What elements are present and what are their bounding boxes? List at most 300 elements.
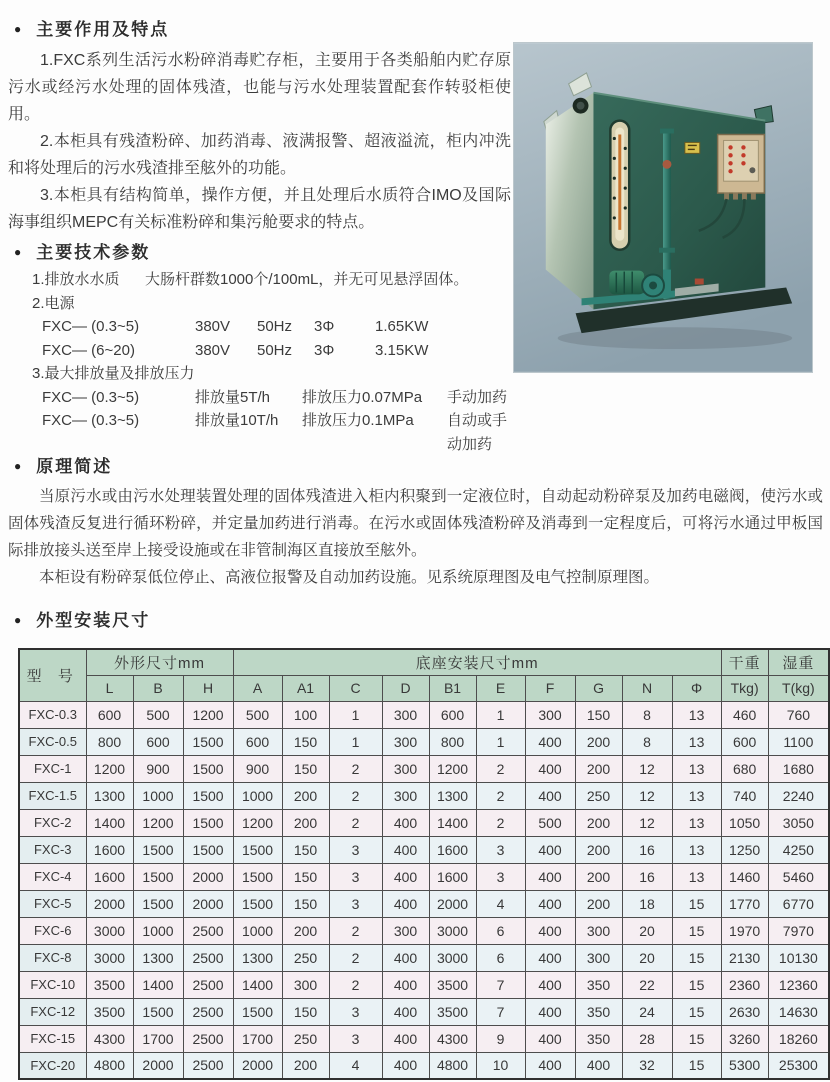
principle-heading-text: 原理简述 (36, 457, 113, 476)
table-cell: 200 (575, 755, 622, 782)
table-cell: 15 (672, 890, 721, 917)
table-cell: 600 (721, 728, 768, 755)
table-cell: 400 (382, 998, 429, 1025)
table-cell: 1200 (86, 755, 133, 782)
table-cell: 13 (672, 701, 721, 728)
table-cell: 5300 (721, 1052, 768, 1079)
table-cell: 15 (672, 971, 721, 998)
column-header: B1 (429, 675, 476, 701)
table-cell: 400 (382, 836, 429, 863)
table-cell: 400 (525, 890, 575, 917)
table-cell: 15 (672, 1052, 721, 1079)
model-cell: FXC-0.3 (19, 701, 86, 728)
table-cell: 300 (382, 701, 429, 728)
column-header-wet-weight: 湿重 (768, 649, 829, 675)
table-row (19, 944, 829, 971)
table-cell: 150 (282, 728, 329, 755)
column-group-base-dims: 底座安装尺寸mm (233, 649, 721, 675)
table-cell: 760 (768, 701, 829, 728)
model-cell: FXC-20 (19, 1052, 86, 1079)
discharge-rows (32, 386, 512, 457)
table-cell: 3000 (429, 917, 476, 944)
table-cell: 400 (382, 944, 429, 971)
table-cell: 400 (525, 1052, 575, 1079)
power-freq: 50Hz (257, 341, 293, 359)
discharge-model: FXC— (0.3~5) (42, 388, 140, 406)
model-cell: FXC-6 (19, 917, 86, 944)
column-header: N (622, 675, 672, 701)
table-cell: 400 (382, 809, 429, 836)
column-header: D (382, 675, 429, 701)
table-cell: 1970 (721, 917, 768, 944)
column-header: Φ (672, 675, 721, 701)
table-cell: 200 (575, 728, 622, 755)
table-cell: 4800 (86, 1052, 133, 1079)
table-cell: 1100 (768, 728, 829, 755)
table-cell: 3000 (86, 917, 133, 944)
table-cell: 5460 (768, 863, 829, 890)
table-cell: 1000 (133, 782, 183, 809)
power-phase: 3Φ (314, 341, 335, 359)
table-cell: 14630 (768, 998, 829, 1025)
column-header: T(kg) (768, 675, 829, 701)
pipe-flange (659, 248, 675, 253)
table-cell: 3 (329, 1025, 382, 1052)
table-cell: 1300 (86, 782, 133, 809)
table-cell: 2 (329, 971, 382, 998)
table-cell: 500 (133, 701, 183, 728)
table-cell: 3000 (86, 944, 133, 971)
table-cell: 300 (382, 728, 429, 755)
table-cell: 3 (476, 863, 525, 890)
table-cell: 16 (622, 836, 672, 863)
table-subheader-row (19, 675, 829, 701)
bullet-icon: ● (14, 21, 24, 36)
table-cell: 12 (622, 809, 672, 836)
table-cell: 2000 (86, 890, 133, 917)
table-cell: 12 (622, 755, 672, 782)
table-cell: 6 (476, 944, 525, 971)
table-cell: 3 (329, 998, 382, 1025)
power-power: 3.15KW (375, 341, 429, 359)
model-cell: FXC-3 (19, 836, 86, 863)
table-cell: 1500 (233, 836, 282, 863)
table-cell: 400 (575, 1052, 622, 1079)
discharge-row (32, 386, 512, 410)
table-cell: 1600 (429, 836, 476, 863)
table-cell: 800 (429, 728, 476, 755)
panel-switch (749, 167, 755, 173)
table-cell: 16 (622, 863, 672, 890)
column-header: H (183, 675, 233, 701)
table-cell: 400 (382, 890, 429, 917)
table-cell: 15 (672, 998, 721, 1025)
table-cell: 1400 (86, 809, 133, 836)
column-header: E (476, 675, 525, 701)
bullet-icon: ● (14, 612, 24, 627)
table-cell: 2000 (183, 863, 233, 890)
table-cell: 18260 (768, 1025, 829, 1052)
table-cell: 300 (282, 971, 329, 998)
table-cell: 2000 (233, 1052, 282, 1079)
table-cell: 13 (672, 809, 721, 836)
power-freq: 50Hz (257, 318, 293, 335)
power-model: FXC— (6~20) (42, 341, 135, 359)
water-quality-line (32, 268, 512, 292)
table-cell: 1500 (133, 863, 183, 890)
table-cell: 400 (525, 863, 575, 890)
table-cell: 1300 (233, 944, 282, 971)
table-cell: 2 (329, 755, 382, 782)
power-phase: 3Φ (314, 318, 335, 335)
model-cell: FXC-10 (19, 971, 86, 998)
table-cell: 400 (525, 917, 575, 944)
table-cell: 1770 (721, 890, 768, 917)
table-cell: 1500 (233, 863, 282, 890)
table-cell: 9 (476, 1025, 525, 1052)
table-cell: 3000 (429, 944, 476, 971)
table-cell: 1500 (183, 782, 233, 809)
table-cell: 150 (282, 755, 329, 782)
table-cell: 400 (525, 1025, 575, 1052)
table-cell: 2240 (768, 782, 829, 809)
table-cell: 400 (525, 944, 575, 971)
table-cell: 400 (525, 728, 575, 755)
table-cell: 7 (476, 971, 525, 998)
table-group-header-row (19, 649, 829, 675)
column-header: Tkg) (721, 675, 768, 701)
table-cell: 1 (329, 728, 382, 755)
table-cell: 3500 (429, 971, 476, 998)
column-header: A1 (282, 675, 329, 701)
table-cell: 1600 (86, 836, 133, 863)
water-quality-label: 1.排放水水质 (32, 271, 120, 288)
table-cell: 22 (622, 971, 672, 998)
table-cell: 400 (382, 1025, 429, 1052)
power-supply-label: 2.电源 (32, 294, 75, 312)
model-cell: FXC-5 (19, 890, 86, 917)
power-voltage: 380V (195, 318, 231, 335)
principle-paragraphs (8, 483, 823, 591)
table-cell: 18 (622, 890, 672, 917)
discharge-dosing: 手动加药 (447, 388, 508, 406)
table-cell: 2 (329, 944, 382, 971)
table-cell: 300 (382, 917, 429, 944)
discharge-pressure: 排放压力0.07MPa (302, 388, 423, 406)
table-cell: 2130 (721, 944, 768, 971)
pump-hub (649, 282, 657, 290)
table-cell: 350 (575, 971, 622, 998)
table-cell: 1000 (233, 917, 282, 944)
table-cell: 460 (721, 701, 768, 728)
table-cell: 1300 (133, 944, 183, 971)
table-row (19, 836, 829, 863)
table-cell: 1300 (429, 782, 476, 809)
table-cell: 4 (329, 1052, 382, 1079)
table-cell: 400 (382, 971, 429, 998)
table-cell: 200 (282, 917, 329, 944)
paragraph: 1.FXC系列生活污水粉碎消毒贮存柜，主要用于各类船舶内贮存原污水或经污水处理的固体残渣，也能与污水处理装置配套作转驳柜使用。 (8, 52, 511, 123)
table-cell: 400 (382, 1052, 429, 1079)
power-row (32, 339, 512, 363)
table-cell: 1 (329, 701, 382, 728)
column-header-model: 型 号 (19, 649, 86, 701)
table-cell: 150 (282, 836, 329, 863)
model-cell: FXC-12 (19, 998, 86, 1025)
column-header: F (525, 675, 575, 701)
table-cell: 6770 (768, 890, 829, 917)
power-power: 1.65KW (375, 318, 429, 335)
table-cell: 1500 (133, 836, 183, 863)
column-header: C (329, 675, 382, 701)
table-cell: 900 (133, 755, 183, 782)
table-cell: 15 (672, 944, 721, 971)
table-cell: 200 (575, 863, 622, 890)
dimensions-heading (14, 606, 150, 631)
table-cell: 2500 (183, 998, 233, 1025)
table-cell: 250 (575, 782, 622, 809)
max-discharge-label: 3.最大排放量及排放压力 (32, 365, 195, 382)
model-cell: FXC-0.5 (19, 728, 86, 755)
table-cell: 740 (721, 782, 768, 809)
table-cell: 300 (575, 917, 622, 944)
table-cell: 7970 (768, 917, 829, 944)
table-cell: 500 (525, 809, 575, 836)
table-row (19, 917, 829, 944)
table-cell: 13 (672, 836, 721, 863)
table-cell: 1 (476, 701, 525, 728)
water-quality-value: 大肠杆群数1000个/100mL，并无可见悬浮固体。 (145, 271, 469, 288)
table-cell: 900 (233, 755, 282, 782)
table-cell: 400 (525, 782, 575, 809)
table-cell: 300 (575, 944, 622, 971)
table-cell: 1500 (183, 836, 233, 863)
table-cell: 10130 (768, 944, 829, 971)
table-cell: 200 (282, 1052, 329, 1079)
table-body (19, 701, 829, 1079)
paragraph: 2.本柜具有残渣粉碎、加药消毒、液满报警、超液溢流，柜内冲洗和将处理后的污水残渣排至舷外的功能。 (8, 133, 511, 177)
table-cell: 2000 (133, 1052, 183, 1079)
table-row (19, 782, 829, 809)
valve-handle (663, 160, 672, 169)
table-cell: 3050 (768, 809, 829, 836)
discharge-rate: 排放量5T/h (195, 388, 271, 406)
table-row (19, 728, 829, 755)
table-cell: 12360 (768, 971, 829, 998)
table-cell: 1680 (768, 755, 829, 782)
table-cell: 15 (672, 917, 721, 944)
table-cell: 2500 (183, 917, 233, 944)
table-cell: 600 (429, 701, 476, 728)
table-cell: 100 (282, 701, 329, 728)
power-row (32, 315, 512, 339)
features-heading (14, 15, 169, 40)
table-cell: 3500 (86, 998, 133, 1025)
table-cell: 1200 (233, 809, 282, 836)
table-cell: 300 (382, 782, 429, 809)
table-cell: 150 (282, 863, 329, 890)
dimensions-heading-text: 外型安装尺寸 (36, 611, 151, 630)
table-cell: 500 (233, 701, 282, 728)
table-row (19, 755, 829, 782)
model-cell: FXC-2 (19, 809, 86, 836)
table-cell: 400 (525, 998, 575, 1025)
table-cell: 2 (329, 917, 382, 944)
discharge-valve (695, 279, 704, 285)
table-cell: 400 (525, 971, 575, 998)
table-row (19, 1025, 829, 1052)
table-cell: 7 (476, 998, 525, 1025)
table-row (19, 809, 829, 836)
model-cell: FXC-1 (19, 755, 86, 782)
table-cell: 1500 (183, 809, 233, 836)
table-row (19, 998, 829, 1025)
table-cell: 1500 (183, 755, 233, 782)
column-header-dry-weight: 干重 (721, 649, 768, 675)
table-cell: 13 (672, 728, 721, 755)
table-cell: 300 (382, 755, 429, 782)
table-cell: 3 (329, 863, 382, 890)
table-cell: 10 (476, 1052, 525, 1079)
table-cell: 15 (672, 1025, 721, 1052)
table-cell: 2 (476, 755, 525, 782)
table-cell: 28 (622, 1025, 672, 1052)
features-paragraphs (8, 47, 511, 236)
table-cell: 250 (282, 1025, 329, 1052)
table-cell: 1600 (429, 863, 476, 890)
column-header: L (86, 675, 133, 701)
table-cell: 3 (329, 836, 382, 863)
table-cell: 1 (476, 728, 525, 755)
product-photo (513, 42, 813, 373)
table-cell: 1250 (721, 836, 768, 863)
table-cell: 8 (622, 701, 672, 728)
table-cell: 2000 (183, 890, 233, 917)
level-indicator (618, 134, 621, 229)
discharge-dosing: 自动或手动加药 (447, 412, 508, 453)
discharge-pressure: 排放压力0.1MPa (302, 412, 414, 429)
table-cell: 200 (575, 809, 622, 836)
table-cell: 25300 (768, 1052, 829, 1079)
table-cell: 1000 (133, 917, 183, 944)
table-cell: 200 (282, 782, 329, 809)
table-cell: 350 (575, 1025, 622, 1052)
tech-params-heading-text: 主要技术参数 (36, 243, 151, 262)
power-voltage: 380V (195, 341, 231, 359)
table-cell: 400 (525, 755, 575, 782)
table-cell: 1700 (233, 1025, 282, 1052)
table-cell: 32 (622, 1052, 672, 1079)
table-cell: 2630 (721, 998, 768, 1025)
paragraph: 3.本柜具有结构简单，操作方便，并且处理后水质符合IMO及国际海事组织MEPC有关标准粉碎和集污舱要求的特点。 (8, 187, 511, 231)
table-cell: 3 (329, 890, 382, 917)
nameplate-label (685, 142, 700, 153)
table-cell: 12 (622, 782, 672, 809)
table-cell: 3260 (721, 1025, 768, 1052)
table-cell: 4250 (768, 836, 829, 863)
table-cell: 24 (622, 998, 672, 1025)
model-cell: FXC-1.5 (19, 782, 86, 809)
table-cell: 8 (622, 728, 672, 755)
column-header: G (575, 675, 622, 701)
discharge-rate: 排放量10T/h (195, 412, 279, 429)
table-cell: 1500 (233, 890, 282, 917)
table-cell: 400 (525, 836, 575, 863)
power-model: FXC— (0.3~5) (42, 318, 140, 335)
features-heading-text: 主要作用及特点 (36, 20, 170, 39)
table-cell: 800 (86, 728, 133, 755)
pump-motor (609, 271, 644, 295)
table-cell: 1500 (183, 728, 233, 755)
model-cell: FXC-4 (19, 863, 86, 890)
table-cell: 2 (329, 782, 382, 809)
table-cell: 1200 (429, 755, 476, 782)
table-cell: 600 (86, 701, 133, 728)
model-cell: FXC-15 (19, 1025, 86, 1052)
table-cell: 150 (282, 998, 329, 1025)
table-cell: 4300 (86, 1025, 133, 1052)
column-header: A (233, 675, 282, 701)
table-cell: 2 (329, 809, 382, 836)
table-cell: 1500 (133, 890, 183, 917)
table-cell: 4300 (429, 1025, 476, 1052)
table-cell: 4800 (429, 1052, 476, 1079)
paragraph: 本柜设有粉碎泵低位停止、高液位报警及自动加药设施。见系统原理图及电气控制原理图。 (39, 569, 660, 586)
table-cell: 2500 (183, 1052, 233, 1079)
paragraph: 当原污水或由污水处理装置处理的固体残渣进入柜内积聚到一定液位时，自动起动粉碎泵及加药电磁阀，使污水或固体残渣反复进行循环粉碎，并定量加药进行消毒。在污水或固体残渣粉碎及消毒到一定程度后，可将污水通过甲板国际排放接头送至岸上接受设施或在非管制海区直接放至舷外。 (8, 488, 823, 559)
table-cell: 2 (476, 782, 525, 809)
table-cell: 1200 (183, 701, 233, 728)
table-cell: 1400 (233, 971, 282, 998)
pipe-top-cap (660, 129, 674, 134)
table-cell: 300 (525, 701, 575, 728)
table-cell: 13 (672, 863, 721, 890)
tech-params-body (32, 268, 512, 456)
table-cell: 1400 (133, 971, 183, 998)
table-cell: 600 (233, 728, 282, 755)
table-cell: 13 (672, 755, 721, 782)
table-cell: 250 (282, 944, 329, 971)
table-cell: 6 (476, 917, 525, 944)
table-cell: 2500 (183, 944, 233, 971)
table-cell: 1000 (233, 782, 282, 809)
table-cell: 1700 (133, 1025, 183, 1052)
column-group-outline-dims: 外形尺寸mm (86, 649, 233, 675)
table-cell: 1200 (133, 809, 183, 836)
table-cell: 680 (721, 755, 768, 782)
table-cell: 2 (476, 809, 525, 836)
table-cell: 20 (622, 944, 672, 971)
table-cell: 400 (382, 863, 429, 890)
table-cell: 1600 (86, 863, 133, 890)
model-cell: FXC-8 (19, 944, 86, 971)
table-row (19, 971, 829, 998)
table-row (19, 863, 829, 890)
bullet-icon: ● (14, 244, 24, 259)
table-cell: 2360 (721, 971, 768, 998)
table-row (19, 890, 829, 917)
column-header: B (133, 675, 183, 701)
bullet-icon: ● (14, 458, 24, 473)
power-rows (32, 315, 512, 362)
table-cell: 1050 (721, 809, 768, 836)
table-cell: 1500 (133, 998, 183, 1025)
table-cell: 3500 (429, 998, 476, 1025)
table-cell: 600 (133, 728, 183, 755)
table-row (19, 701, 829, 728)
table-row (19, 1052, 829, 1079)
table-cell: 150 (282, 890, 329, 917)
